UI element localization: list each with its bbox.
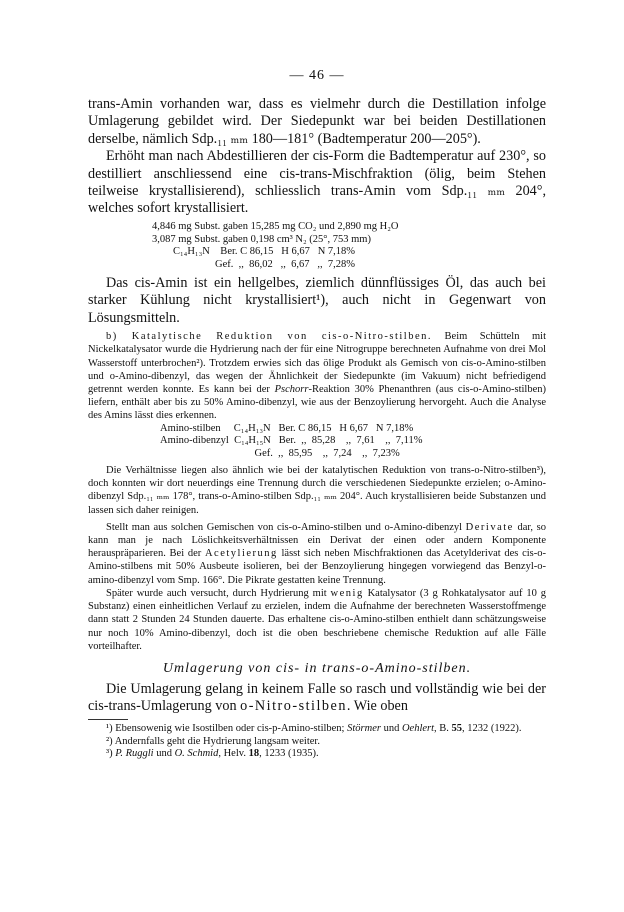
- analysis-line: Amino-stilben C₁₄H₁₃N Ber. C 86,15 H 6,67 N 7,18%: [160, 422, 414, 434]
- paragraph-7: Später wurde auch versucht, durch Hydrierung mit wenig Katalysator (3 g Rohkatalysator auf 10 g Substanz) einen einheitlichen Verlauf zu erzielen, indem die Aufnahme der berechneten Wasserstoffmenge dann statt 2 Stunden 24 Stunden dauerte. Das erhaltene cis-o-Amino-stilben enthielt dann schätzungsweise nur noch 10% Amino-dibenzyl, doch ist die oben beschriebene chemische Reduktion auf alle Fälle vorteilhafter.: [88, 587, 546, 652]
- analysis-line: Gef. ,, 85,95 ,, 7,24 ,, 7,23%: [160, 448, 400, 460]
- analysis-block-1: [152, 221, 546, 272]
- footnote-divider: [88, 719, 128, 720]
- paragraph-4: b) Katalytische Reduktion von cis-o-Nitro-stilben. Beim Schütteln mit Nickelkatalysator wurde die Hydrierung nach der für eine Nitrogruppe berechneten Aufnahme von drei Mol Wasserstoff unterbrochen²). Trotzdem erwies sich das ölige Produkt als Gemisch von cis-o-Amino-stilben und o-Amino-dibenzyl, das wegen der Ähnlichkeit der Siedepunkte (im Vakuum) nicht befriedigend getrennt werden konnte. Es kann bei der Pschorr-Reaktion 30% Phenanthren (aus cis-o-Amino-stilben) liefern, enthält aber bis zu 50% Amino-dibenzyl, wie aus der Benzoylierung hervorgeht. Auch die Analyse des Amins lässt dies erkennen.: [88, 331, 546, 422]
- analysis-line: Amino-dibenzyl C₁₄H₁₅N Ber. ,, 85,28 ,, 7,61 ,, 7,11%: [160, 435, 423, 447]
- analysis-line: 3,087 mg Subst. gaben 0,198 cm³ N₂ (25°, 753 mm): [152, 233, 371, 245]
- analysis-block-2: [160, 423, 546, 461]
- paragraph-2: Erhöht man nach Abdestillieren der cis-Form die Badtemperatur auf 230°, so destilliert anschliessend eine cis-trans-Mischfraktion (ölig, beim Stehen teilweise krystallisierend), schliesslich trans-Amin vom Sdp.₁₁ ₘₘ 204°, welches sofort krystallisiert.: [88, 148, 546, 217]
- analysis-line: C₁₄H₁₃N Ber. C 86,15 H 6,67 N 7,18%: [152, 246, 356, 258]
- paragraph-6: Stellt man aus solchen Gemischen von cis-o-Amino-stilben und o-Amino-dibenzyl Derivate dar, so kann man je nach Löslichkeitsverhältnissen ein Derivat der einen oder andern Komponente herauspräparieren. Bei der Acetylierung lässt sich neben Mischfraktionen das Acetylderivat des cis-o-Amino-stilbens mit 50% Ausbeute isolieren, bei der Benzoylierung hingegen vorwiegend das Benzyl-o-amino-dibenzyl vom Smp. 166°. Die Pikrate gestatten keine Trennung.: [88, 521, 546, 586]
- analysis-line: Gef. ,, 86,02 ,, 6,67 ,, 7,28%: [152, 259, 355, 271]
- analysis-line: 4,846 mg Subst. gaben 15,285 mg CO₂ und 2,890 mg H₂O: [152, 220, 399, 232]
- section-heading: Umlagerung von cis- in trans-o-Amino-stilben.: [162, 660, 472, 676]
- page-number: — 46 —: [289, 68, 345, 83]
- author-name: Pschorr: [274, 384, 309, 396]
- footnote-1: ¹) Ebensowenig wie Isostilben oder cis-p-Amino-stilben; Störmer und Oehlert, B. 55, 1232 (1922).: [106, 722, 522, 734]
- footnote-3: ³) P. Ruggli und O. Schmid, Helv. 18, 1233 (1935).: [106, 748, 319, 760]
- footnote-2: ²) Andernfalls geht die Hydrierung langsam weiter.: [106, 735, 320, 747]
- paragraph-5: Die Verhältnisse liegen also ähnlich wie bei der katalytischen Reduktion von trans-o-Nitro-stilben³), doch konnten wir dort neuerdings eine Trennung durch die verschiedenen Siedepunkte erzielen; o-Amino-dibenzyl Sdp.₁₁ ₘₘ 178°, trans-o-Amino-stilben Sdp.₁₁ ₘₘ 204°. Auch krystallisieren beide Substanzen und lassen sich daher reinigen.: [88, 465, 546, 516]
- footnotes: [88, 723, 546, 761]
- paragraph-3: Das cis-Amin ist ein hellgelbes, ziemlich dünnflüssiges Öl, das auch bei starker Kühlung nicht krystallisiert¹), auch nicht in Gegenwart von Lösungsmitteln.: [88, 275, 546, 326]
- paragraph-8: Die Umlagerung gelang in keinem Falle so rasch und vollständig wie bei der cis-trans-Umlagerung von o-Nitro-stilben. Wie oben: [88, 680, 546, 715]
- section-label: b) Katalytische Reduktion von cis-o-Nitro-stilben.: [106, 331, 433, 343]
- document-page: [88, 68, 546, 761]
- paragraph-1: trans-Amin vorhanden war, dass es vielmehr durch die Destillation infolge Umlagerung gebildet wird. Der Siedepunkt war bei beiden Destillationen derselbe, nämlich Sdp.₁₁ ₘₘ 180—181° (Badtemperatur 200—205°).: [88, 96, 546, 147]
